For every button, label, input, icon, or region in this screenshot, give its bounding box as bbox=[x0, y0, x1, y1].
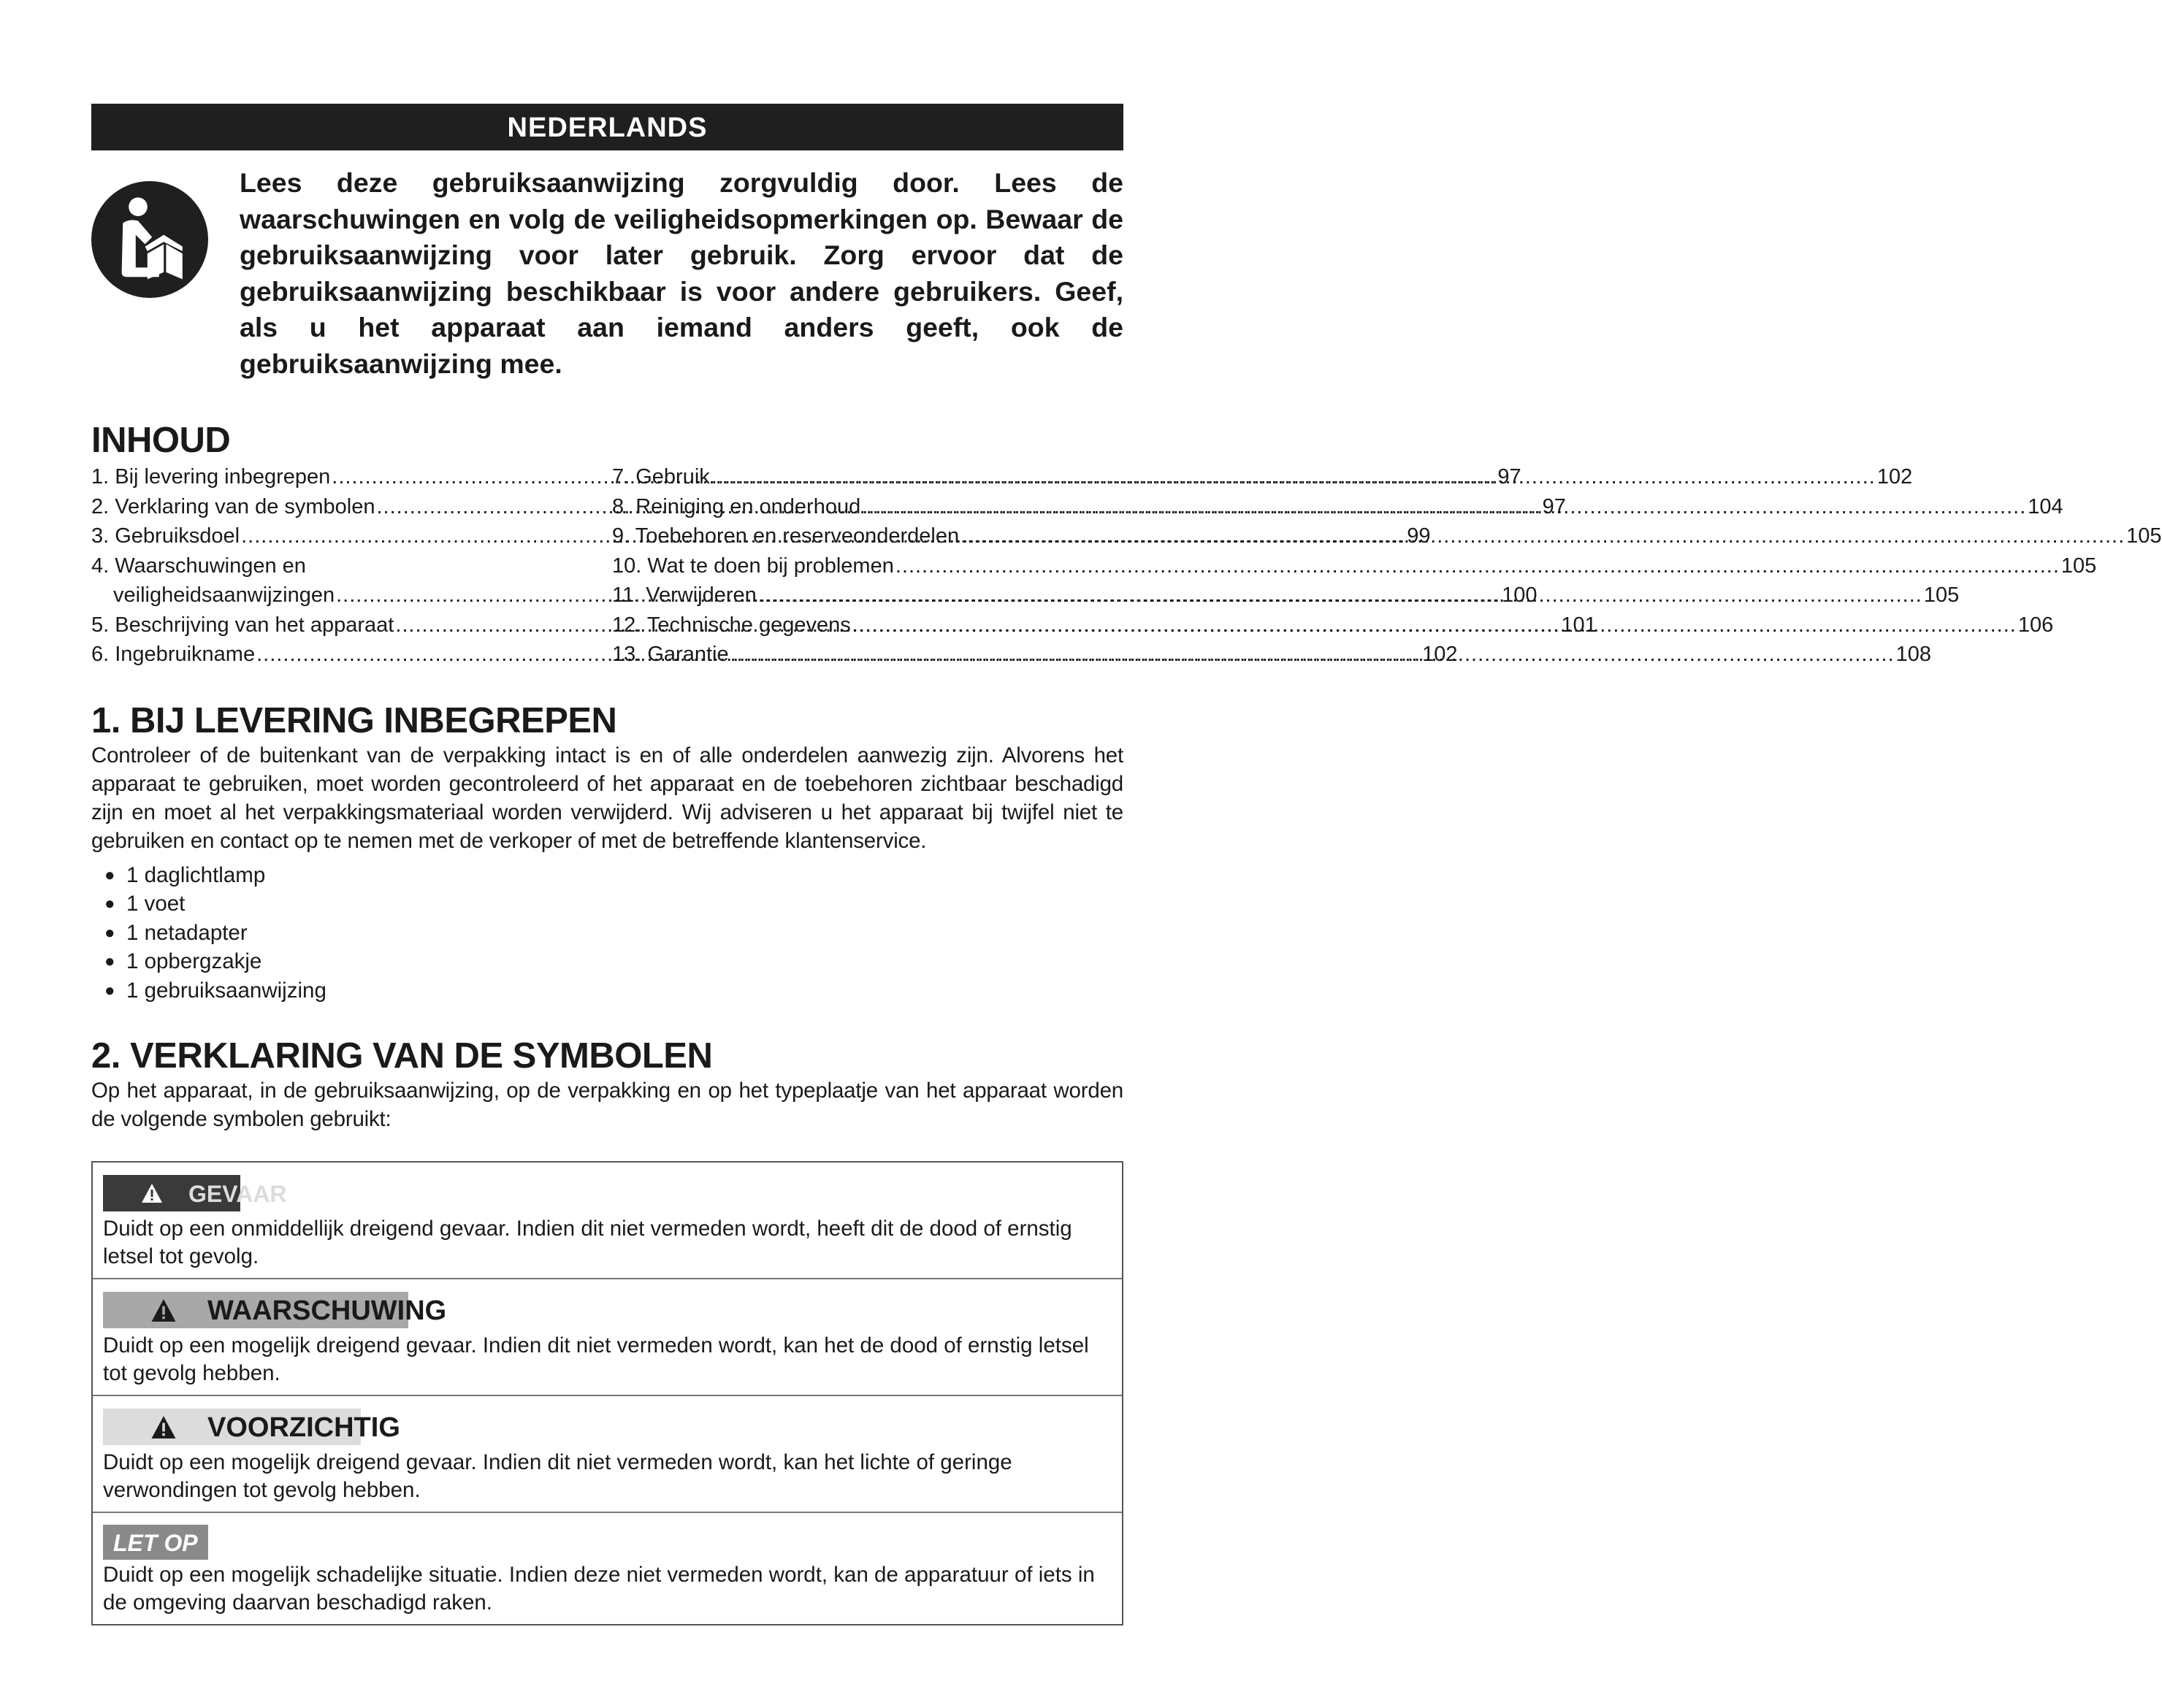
list-item bbox=[104, 947, 1123, 976]
list-item bbox=[104, 889, 1123, 919]
symbol-row-warning bbox=[93, 1279, 1122, 1396]
language-header: NEDERLANDS bbox=[91, 104, 1123, 150]
symbol-row-danger bbox=[93, 1163, 1122, 1279]
warning-description: Duidt op een mogelijk dreigend gevaar. Indien dit niet vermeden wordt, kan het de dood of ernstig letsel tot gevolg hebben. bbox=[103, 1333, 1089, 1385]
toc-entry-page: 100 bbox=[1502, 583, 1538, 607]
list-item-text: 1 voet bbox=[126, 892, 186, 916]
delivery-list bbox=[91, 861, 1123, 1006]
notice-description: Duidt op een mogelijk schadelijke situatie. Indien deze niet vermeden wordt, kan de apparatuur of iets in de omgeving daarvan beschadigd raken. bbox=[103, 1563, 1095, 1615]
bullet-icon: ● bbox=[104, 951, 115, 971]
toc-entry-page: 106 bbox=[2017, 613, 2054, 637]
toc-entry-label: 4. Waarschuwingen en bbox=[91, 554, 306, 578]
symbols-table bbox=[91, 1161, 1123, 1625]
warning-triangle-icon bbox=[141, 1183, 163, 1203]
warning-signal bbox=[103, 1290, 1112, 1330]
caution-signal bbox=[103, 1406, 1112, 1447]
list-item-text: 1 opbergzakje bbox=[126, 949, 262, 973]
toc-entry-page: 104 bbox=[2028, 494, 2063, 518]
danger-description: Duidt op een onmiddellijk dreigend gevaar. Indien dit niet vermeden wordt, heeft dit de dood of ernstig letsel tot gevolg. bbox=[103, 1217, 1072, 1268]
table-of-contents bbox=[91, 462, 2162, 670]
list-item-text: 1 daglichtlamp bbox=[126, 862, 266, 887]
toc-entry-label: 13. Garantie bbox=[612, 643, 729, 666]
toc-entry-label: 5. Beschrijving van het apparaat bbox=[91, 613, 394, 637]
toc-entry-label: 10. Wat te doen bij problemen bbox=[612, 554, 894, 578]
list-item bbox=[104, 919, 1123, 948]
toc-entry-label: 6. Ingebruikname bbox=[91, 643, 256, 666]
symbol-row-notice bbox=[93, 1513, 1122, 1624]
toc-entry-page: 105 bbox=[1923, 583, 1960, 607]
toc-title: INHOUD bbox=[91, 421, 231, 460]
toc-entry-label: 1. Bij levering inbegrepen bbox=[91, 465, 331, 489]
warning-triangle-icon bbox=[150, 1298, 177, 1322]
toc-entry-line1[interactable] bbox=[91, 551, 581, 581]
section2-title: 2. VERKLARING VAN DE SYMBOLEN bbox=[91, 1036, 713, 1076]
toc-entry-label: 7. Gebruik bbox=[612, 465, 710, 489]
bullet-icon: ● bbox=[104, 894, 115, 914]
section2-paragraph: Op het apparaat, in de gebruiksaanwijzing, op de verpakking en op het typeplaatje van het apparaat worden de volgende symbolen gebruikt: bbox=[91, 1079, 1123, 1131]
notice-label: LET OP bbox=[103, 1525, 208, 1560]
warning-label: WAARSCHUWING bbox=[207, 1295, 447, 1326]
toc-entry-page: 101 bbox=[1561, 613, 1597, 637]
list-item bbox=[104, 861, 1123, 890]
bullet-icon: ● bbox=[104, 865, 115, 885]
toc-entry-page: 105 bbox=[2126, 524, 2162, 548]
list-item-text: 1 netadapter bbox=[126, 920, 248, 945]
bullet-icon: ● bbox=[104, 922, 115, 943]
list-item-text: 1 gebruiksaanwijzing bbox=[126, 978, 326, 1003]
section1-title: 1. BIJ LEVERING INBEGREPEN bbox=[91, 700, 617, 740]
toc-entry-label: 11. Verwijderen bbox=[612, 583, 757, 607]
toc-entry-label: veiligheidsaanwijzingen bbox=[113, 583, 335, 607]
toc-entry-label: 9. Toebehoren en reserveonderdelen bbox=[612, 524, 960, 548]
toc-entry-page: 102 bbox=[1422, 643, 1458, 666]
toc-entry-page: 102 bbox=[1876, 465, 1913, 489]
toc-entry[interactable] bbox=[612, 551, 2097, 581]
caution-description: Duidt op een mogelijk dreigend gevaar. Indien dit niet vermeden wordt, kan het lichte of geringe verwondingen tot gevolg hebben. bbox=[103, 1450, 1012, 1502]
danger-signal bbox=[103, 1173, 1112, 1214]
caution-label: VOORZICHTIG bbox=[207, 1412, 400, 1443]
toc-entry-page: 97 bbox=[1542, 494, 1566, 518]
read-manual-icon bbox=[91, 181, 208, 298]
toc-entry-label: 8. Reiniging en onderhoud bbox=[612, 494, 861, 518]
symbol-row-caution bbox=[93, 1396, 1122, 1513]
intro-text: Lees deze gebruiksaanwijzing zorgvuldig door. Lees de waarschuwingen en volg de veiligheidsopmerkingen op. Bewaar de gebruiksaanwijzing voor later gebruik. Zorg ervoor dat de gebruiksaanwijzing beschikbaar is voor andere gebruikers. Geef, als u het apparaat aan iemand anders geeft, ook de gebruiksaanwijzing mee. bbox=[240, 167, 1123, 379]
toc-entry-page: 97 bbox=[1497, 465, 1521, 489]
bullet-icon: ● bbox=[104, 980, 115, 1000]
toc-entry-label: 12. Technische gegevens bbox=[612, 613, 851, 637]
manual-page bbox=[91, 104, 2162, 1625]
toc-entry-label: 3. Gebruiksdoel bbox=[91, 524, 240, 548]
toc-entry-page: 108 bbox=[1895, 643, 1932, 666]
section1-paragraph: Controleer of de buitenkant van de verpakking intact is en of alle onderdelen aanwezig zijn. Alvorens het apparaat te gebruiken, moet worden gecontroleerd of het apparaat en de toebehoren zichtbaar beschadigd zijn en moet al het verpakkingsmateriaal worden verwijderd. Wij adviseren u het apparaat bij twijfel niet te gebruiken en contact op te nemen met de verkoper of met de betreffende klantenservice. bbox=[91, 743, 1123, 853]
danger-label: GEVAAR bbox=[188, 1181, 287, 1207]
toc-entry-page: 105 bbox=[2060, 554, 2097, 578]
toc-entry-label: 2. Verklaring van de symbolen bbox=[91, 494, 375, 518]
warning-triangle-icon bbox=[150, 1415, 177, 1439]
intro-block bbox=[91, 165, 1123, 382]
list-item bbox=[104, 976, 1123, 1006]
toc-entry-page: 99 bbox=[1407, 524, 1431, 548]
